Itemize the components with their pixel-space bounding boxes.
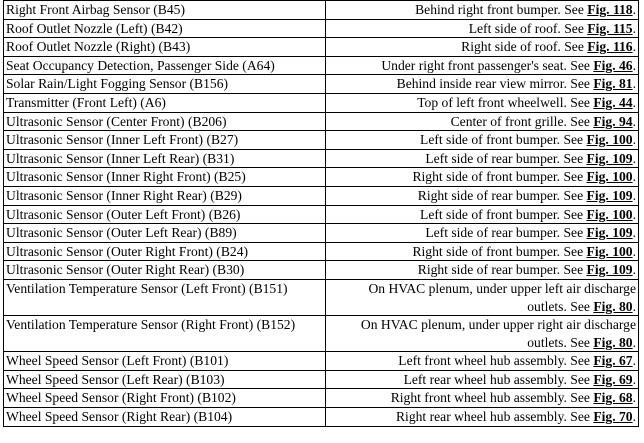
component-name-cell: Solar Rain/Light Fogging Sensor (B156) [4,75,326,94]
component-name-cell: Roof Outlet Nozzle (Right) (B43) [4,38,326,57]
table-row [4,242,639,261]
figure-link[interactable]: Fig. 100 [586,243,633,259]
table-row [4,38,639,57]
location-cell: Left side of rear bumper. See Fig. 109. [326,224,639,243]
location-text: Right side of rear bumper. See [417,262,584,278]
component-name-cell: Ultrasonic Sensor (Outer Left Front) (B26) [4,205,326,224]
location-text: Right side of front bumper. See [412,243,584,259]
figure-link[interactable]: Fig. 80 [593,334,633,350]
location-cell: Top of left front wheelwell. See Fig. 44. [326,93,639,112]
location-cell: Center of front grille. See Fig. 94. [326,112,639,131]
location-cell: Left side of front bumper. See Fig. 100. [326,205,639,224]
table-row [4,205,639,224]
location-text: Left side of rear bumper. See [425,225,584,241]
figure-link[interactable]: Fig. 94 [593,113,633,129]
table-row [4,1,639,20]
table-row [4,93,639,112]
location-cell: Right side of front bumper. See Fig. 100. [326,168,639,187]
component-name-cell: Wheel Speed Sensor (Left Front) (B101) [4,352,326,371]
component-name-cell: Wheel Speed Sensor (Left Rear) (B103) [4,370,326,389]
table-row [4,224,639,243]
component-name-cell: Ultrasonic Sensor (Center Front) (B206) [4,112,326,131]
figure-link[interactable]: Fig. 68 [593,390,633,406]
location-text: Behind inside rear view mirror. See [396,76,590,92]
location-text: Under right front passenger's seat. See [381,57,590,73]
figure-link[interactable]: Fig. 100 [586,206,633,222]
location-cell: Right side of front bumper. See Fig. 100. [326,242,639,261]
location-cell: Left rear wheel hub assembly. See Fig. 69. [326,370,639,389]
table-row [4,131,639,150]
location-text: Left rear wheel hub assembly. See [403,371,590,387]
location-text: On HVAC plenum, under upper left air discharge outlets. See [368,280,636,314]
location-cell: Right side of roof. See Fig. 116. [326,38,639,57]
figure-link[interactable]: Fig. 109 [586,187,633,203]
component-name-cell: Right Front Airbag Sensor (B45) [4,1,326,20]
table-row [4,19,639,38]
component-name-cell: Wheel Speed Sensor (Right Rear) (B104) [4,408,326,427]
figure-link[interactable]: Fig. 115 [587,20,633,36]
table-row [4,370,639,389]
location-text: On HVAC plenum, under upper right air discharge outlets. See [360,317,636,350]
location-text: Right side of roof. See [461,39,584,55]
location-text: Center of front grille. See [450,113,590,129]
component-name-cell: Wheel Speed Sensor (Right Front) (B102) [4,389,326,408]
location-cell: On HVAC plenum, under upper right air discharge outlets. See Fig. 80. [326,316,639,352]
component-name-cell: Ventilation Temperature Sensor (Left Front) (B151) [4,279,326,315]
table-row [4,112,639,131]
table-row [4,389,639,408]
figure-link[interactable]: Fig. 44 [593,94,633,110]
location-text: Left front wheel hub assembly. See [398,353,590,369]
table-row [4,75,639,94]
component-name-cell: Ventilation Temperature Sensor (Right Front) (B152) [4,316,326,352]
figure-link[interactable]: Fig. 46 [593,57,633,73]
table-row [4,261,639,280]
location-cell: Left side of front bumper. See Fig. 100. [326,131,639,150]
location-text: Right side of front bumper. See [412,169,584,185]
location-text: Left side of front bumper. See [420,132,584,148]
location-cell: Left side of rear bumper. See Fig. 109. [326,149,639,168]
figure-link[interactable]: Fig. 70 [593,409,633,425]
location-cell: Under right front passenger's seat. See Fig. 46. [326,56,639,75]
location-text: Right front wheel hub assembly. See [390,390,590,406]
component-name-cell: Roof Outlet Nozzle (Left) (B42) [4,19,326,38]
component-name-cell: Ultrasonic Sensor (Outer Left Rear) (B89) [4,224,326,243]
location-text: Left side of front bumper. See [420,206,584,222]
figure-link[interactable]: Fig. 80 [593,298,633,314]
table-row [4,186,639,205]
component-name-cell: Ultrasonic Sensor (Outer Right Rear) (B30) [4,261,326,280]
figure-link[interactable]: Fig. 67 [593,353,633,369]
location-cell: Left front wheel hub assembly. See Fig. 67. [326,352,639,371]
component-name-cell: Ultrasonic Sensor (Outer Right Front) (B24) [4,242,326,261]
location-cell: Right front wheel hub assembly. See Fig. 68. [326,389,639,408]
figure-link[interactable]: Fig. 100 [586,132,633,148]
location-cell: Right rear wheel hub assembly. See Fig. 70. [326,408,639,427]
figure-link[interactable]: Fig. 109 [586,150,633,166]
figure-link[interactable]: Fig. 109 [586,262,633,278]
component-name-cell: Ultrasonic Sensor (Inner Left Rear) (B31) [4,149,326,168]
component-name-cell: Ultrasonic Sensor (Inner Right Front) (B25) [4,168,326,187]
location-text: Left side of roof. See [468,20,584,36]
figure-link[interactable]: Fig. 69 [593,371,633,387]
location-cell: On HVAC plenum, under upper left air discharge outlets. See Fig. 80. [326,279,639,315]
component-name-cell: Ultrasonic Sensor (Inner Left Front) (B27) [4,131,326,150]
table-row [4,168,639,187]
figure-link[interactable]: Fig. 81 [593,76,633,92]
figure-link[interactable]: Fig. 118 [587,2,633,17]
figure-link[interactable]: Fig. 116 [587,39,633,55]
location-cell: Right side of rear bumper. See Fig. 109. [326,261,639,280]
location-cell: Left side of roof. See Fig. 115. [326,19,639,38]
component-locator-table [3,0,639,427]
figure-link[interactable]: Fig. 100 [586,169,633,185]
location-cell: Behind inside rear view mirror. See Fig. 81. [326,75,639,94]
table-row [4,316,639,352]
component-name-cell: Ultrasonic Sensor (Inner Right Rear) (B29) [4,186,326,205]
table-row [4,56,639,75]
location-cell: Behind right front bumper. See Fig. 118. [326,1,639,20]
component-name-cell: Seat Occupancy Detection, Passenger Side (A64) [4,56,326,75]
location-text: Right side of rear bumper. See [417,187,584,203]
table-row [4,408,639,427]
location-text: Behind right front bumper. See [415,2,584,17]
table-row [4,279,639,315]
location-text: Right rear wheel hub assembly. See [395,409,590,425]
location-text: Left side of rear bumper. See [425,150,584,166]
location-cell: Right side of rear bumper. See Fig. 109. [326,186,639,205]
table-row [4,149,639,168]
component-name-cell: Transmitter (Front Left) (A6) [4,93,326,112]
location-text: Top of left front wheelwell. See [417,94,590,110]
table-row [4,352,639,371]
figure-link[interactable]: Fig. 109 [586,225,633,241]
